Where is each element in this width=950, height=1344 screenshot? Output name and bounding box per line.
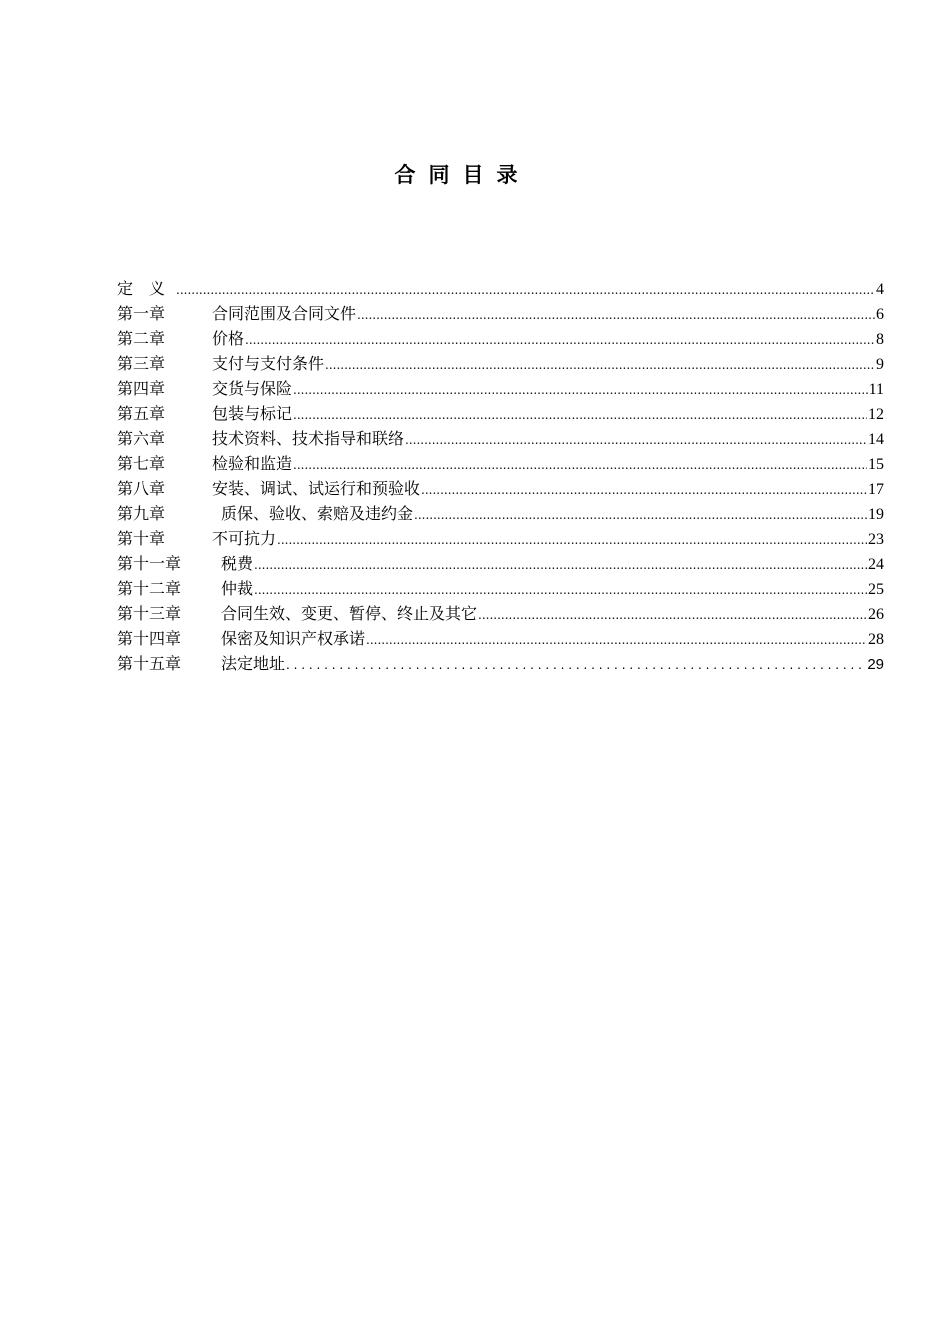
toc-chapter-label: 第十章 [117, 529, 166, 548]
toc-chapter-label: 第十四章 [117, 629, 182, 648]
toc-dot-leader [405, 428, 867, 453]
toc-page-number: 17 [868, 481, 884, 498]
toc-chapter-label: 第十五章 [117, 654, 182, 673]
toc-dot-leader [357, 303, 875, 328]
toc-dot-leader [176, 278, 875, 303]
table-of-contents [117, 276, 884, 676]
toc-dot-leader [293, 378, 868, 403]
toc-chapter-title: 检验和监造 [212, 454, 293, 473]
toc-page-number: 4 [876, 281, 884, 298]
toc-page-number: 14 [868, 431, 884, 448]
toc-chapter-label: 定 义 [117, 279, 166, 298]
toc-chapter-title: 安装、调试、试运行和预验收 [212, 479, 421, 498]
toc-entry-chapter-2[interactable] [117, 326, 884, 351]
toc-dot-leader [286, 653, 866, 678]
toc-page-number: 19 [868, 506, 884, 523]
toc-page-number: 15 [868, 456, 884, 473]
toc-dot-leader [478, 603, 867, 628]
toc-page-number: 26 [868, 606, 884, 623]
toc-chapter-label: 第二章 [117, 329, 166, 348]
toc-page-number: 28 [868, 631, 884, 648]
toc-entry-chapter-1[interactable] [117, 301, 884, 326]
toc-chapter-title: 支付与支付条件 [212, 354, 325, 373]
toc-chapter-label: 第十一章 [117, 554, 182, 573]
toc-page-number: 8 [876, 331, 884, 348]
toc-chapter-title: 包装与标记 [212, 404, 293, 423]
toc-chapter-label: 第十二章 [117, 579, 182, 598]
toc-entry-chapter-15[interactable] [117, 651, 884, 676]
toc-chapter-title: 法定地址 [221, 654, 286, 673]
toc-dot-leader [293, 403, 867, 428]
toc-chapter-label: 第九章 [117, 504, 166, 523]
toc-entry-chapter-9[interactable] [117, 501, 884, 526]
toc-entry-chapter-6[interactable] [117, 426, 884, 451]
toc-entry-definitions[interactable] [117, 276, 884, 301]
toc-page-number: 9 [876, 356, 884, 373]
toc-dot-leader [325, 353, 875, 378]
toc-dot-leader [293, 453, 867, 478]
toc-chapter-title: 合同生效、变更、暂停、终止及其它 [221, 604, 478, 623]
toc-chapter-title: 技术资料、技术指导和联络 [212, 429, 405, 448]
toc-page-number: 6 [876, 306, 884, 323]
toc-chapter-label: 第三章 [117, 354, 166, 373]
toc-entry-chapter-14[interactable] [117, 626, 884, 651]
toc-chapter-label: 第七章 [117, 454, 166, 473]
toc-entry-chapter-11[interactable] [117, 551, 884, 576]
toc-chapter-label: 第一章 [117, 304, 166, 323]
toc-dot-leader [414, 503, 867, 528]
toc-entry-chapter-5[interactable] [117, 401, 884, 426]
toc-chapter-title: 合同范围及合同文件 [212, 304, 357, 323]
toc-chapter-title: 质保、验收、索赔及违约金 [221, 504, 414, 523]
toc-entry-chapter-7[interactable] [117, 451, 884, 476]
toc-chapter-label: 第五章 [117, 404, 166, 423]
toc-entry-chapter-13[interactable] [117, 601, 884, 626]
toc-entry-chapter-10[interactable] [117, 526, 884, 551]
toc-page-number: 29 [867, 656, 884, 673]
toc-chapter-title: 不可抗力 [212, 529, 277, 548]
toc-page-number: 24 [868, 556, 884, 573]
toc-entry-chapter-3[interactable] [117, 351, 884, 376]
toc-chapter-title: 保密及知识产权承诺 [221, 629, 366, 648]
toc-chapter-title: 交货与保险 [212, 379, 293, 398]
toc-chapter-label: 第十三章 [117, 604, 182, 623]
toc-page-number: 23 [868, 531, 884, 548]
toc-entry-chapter-12[interactable] [117, 576, 884, 601]
toc-dot-leader [254, 553, 867, 578]
document-title: 合同目录 [394, 163, 531, 187]
toc-chapter-title: 仲裁 [221, 579, 254, 598]
toc-page-number: 12 [868, 406, 884, 423]
toc-page-number: 25 [868, 581, 884, 598]
toc-chapter-label: 第四章 [117, 379, 166, 398]
toc-dot-leader [245, 328, 875, 353]
toc-chapter-title: 税费 [221, 554, 254, 573]
toc-dot-leader [254, 578, 867, 603]
toc-dot-leader [366, 628, 867, 653]
toc-entry-chapter-4[interactable] [117, 376, 884, 401]
toc-entry-chapter-8[interactable] [117, 476, 884, 501]
toc-dot-leader [421, 478, 867, 503]
toc-dot-leader [277, 528, 867, 553]
toc-page-number: 11 [868, 381, 884, 398]
toc-chapter-label: 第八章 [117, 479, 166, 498]
toc-chapter-label: 第六章 [117, 429, 166, 448]
toc-chapter-title: 价格 [212, 329, 245, 348]
